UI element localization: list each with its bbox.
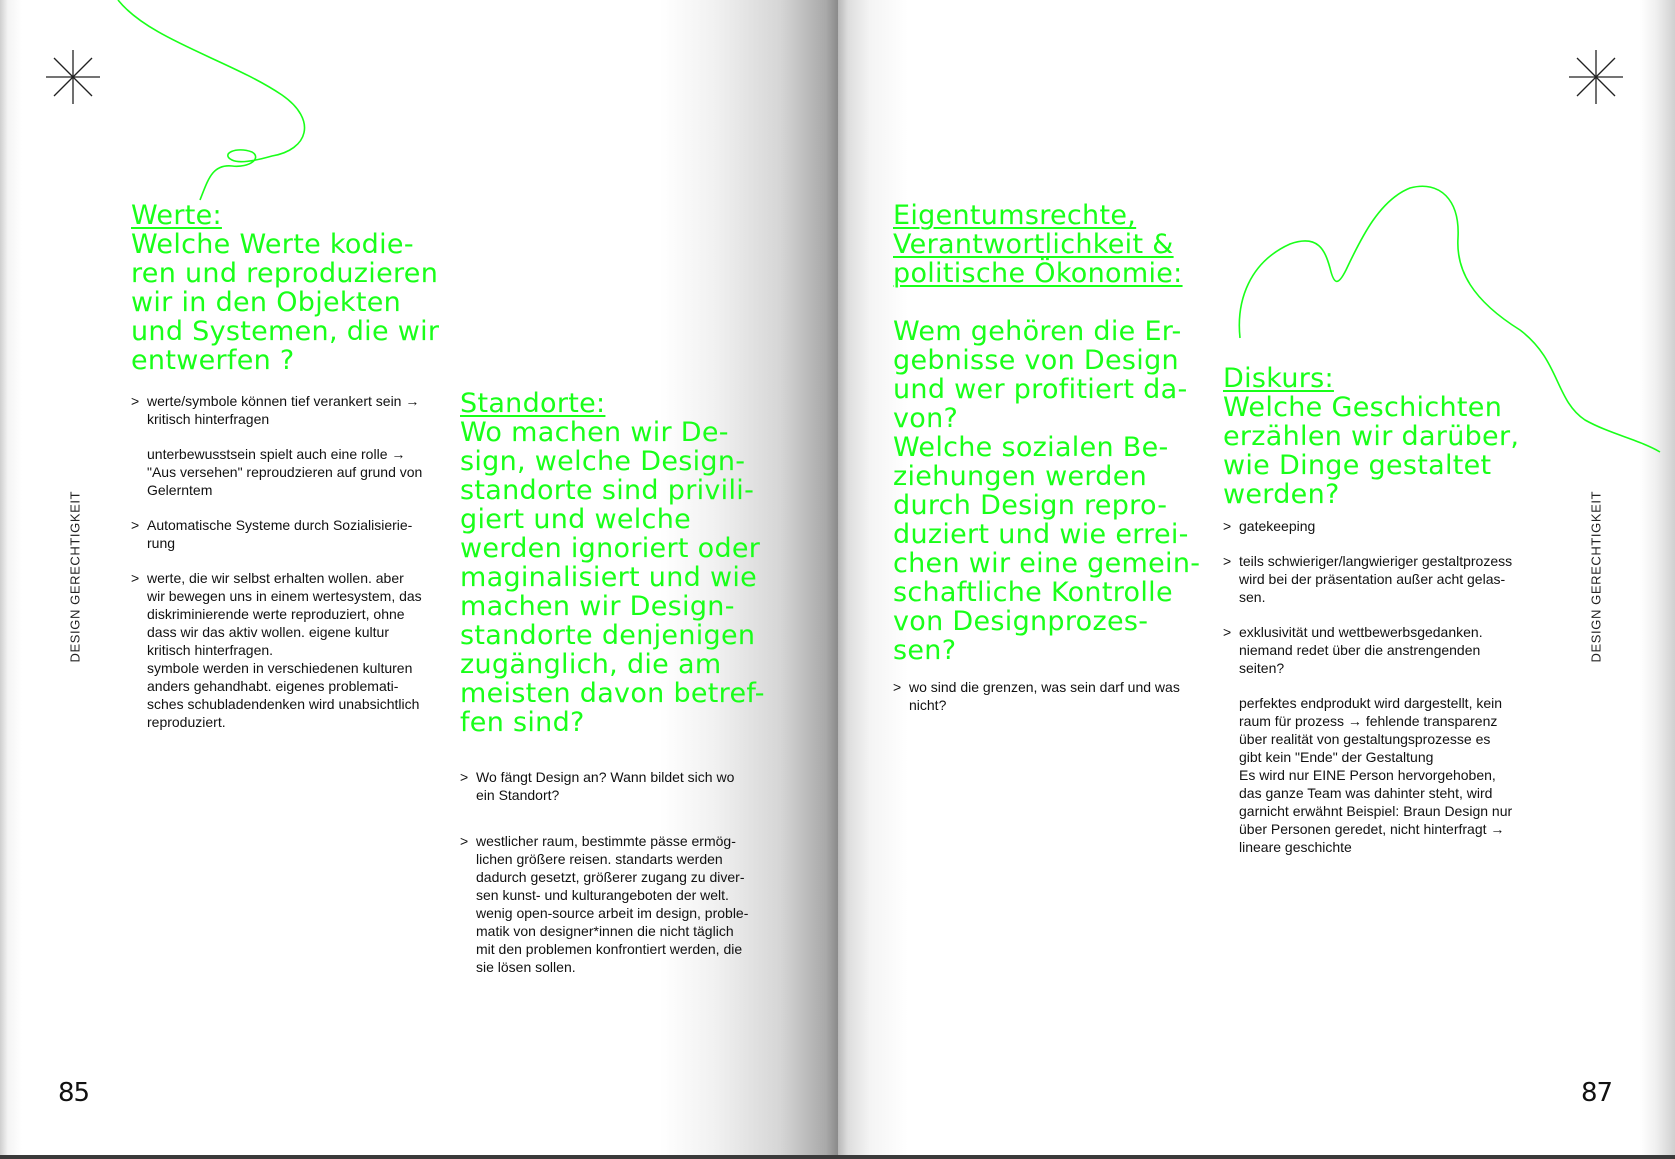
standorte-question: Wo machen wir De- sign, welche Design- standorte sind privili- giert und welche werden ignoriert oder maginalisiert und wie machen wir Design- standorte denjenigen zugänglich, die am meisten davon betref- fen sind?	[460, 417, 765, 738]
page-number-right: 87	[1581, 1078, 1613, 1108]
standorte-notes	[460, 768, 780, 993]
list-item: unterbewusstsein spielt auch eine rolle → "Aus versehen" reproudzieren auf grund von Gelerntem	[147, 446, 423, 498]
bullet-marker: >	[131, 570, 140, 586]
list-item	[131, 392, 451, 428]
right-page	[838, 0, 1675, 1155]
werte-keyword: Werte:	[131, 200, 222, 231]
list-item	[460, 768, 780, 804]
note-text: Wo fängt Design an? Wann bildet sich wo ein Standort?	[476, 769, 735, 803]
left-page	[0, 0, 838, 1155]
side-label-right: DESIGN GERECHTIGKEIT	[1588, 490, 1604, 663]
list-item	[1223, 552, 1553, 606]
note-text: gatekeeping	[1239, 518, 1316, 534]
diskurs-notes	[1223, 517, 1553, 873]
eigentum-heading	[893, 172, 1200, 694]
list-item	[460, 832, 780, 976]
bullet-marker: >	[460, 769, 469, 785]
diskurs-question: Welche Geschichten erzählen wir darüber, wie Dinge gestaltet werden?	[1223, 392, 1520, 510]
list-item	[893, 678, 1213, 714]
bullet-marker: >	[893, 679, 902, 695]
side-label-left: DESIGN GERECHTIGKEIT	[67, 490, 83, 663]
eigentum-notes	[893, 678, 1213, 731]
book-edge	[0, 1155, 1675, 1159]
list-item	[131, 516, 451, 552]
list-item	[131, 569, 451, 731]
werte-question: Welche Werte kodie- ren und reproduzieren wir in den Objekten und Systemen, die wir entwerfen ?	[131, 229, 440, 376]
eigentum-question: Wem gehören die Er- gebnisse von Design und wer profitiert da- von? Welche sozialen Be- ziehungen werden durch Design repro- duziert und wie errei- chen wir eine gemein- schaftliche Kontrolle von Designprozes- sen?	[893, 316, 1201, 666]
list-item	[1223, 517, 1553, 535]
bullet-marker: >	[1223, 518, 1232, 534]
note-text: Automatische Systeme durch Sozialisierie- rung	[147, 517, 413, 551]
note-text: werte, die wir selbst erhalten wollen. aber wir bewegen uns in einem wertesystem, das diskriminierende werte reproduziert, ohne dass wir das aktiv wollen. eigene kultur kritisch hinterfragen. symbole werden in verschiedenen kulturen anders gehandhabt. eigenes problemati- sches schubladendenken wird unabsichtlich reproduziert.	[147, 570, 422, 730]
werte-heading	[131, 172, 439, 404]
note-text: werte/symbole können tief verankert sein → kritisch hinterfragen	[147, 393, 420, 427]
list-item	[1223, 623, 1553, 677]
eigentum-keyword: Eigentumsrechte, Verantwortlichkeit & politische Ökonomie:	[893, 200, 1183, 289]
note-text: westlicher raum, bestimmte pässe ermög- lichen größere reisen. standarts werden dadurch gesetzt, größerer zugang zu diver- sen kunst- und kulturangeboten der welt. wenig open-source arbeit im design, proble- matik von designer*innen die nicht täglich mit den problemen konfrontiert werden, die sie lösen sollen.	[476, 833, 749, 975]
note-text: wo sind die grenzen, was sein darf und was nicht?	[909, 679, 1180, 713]
diskurs-keyword: Diskurs:	[1223, 363, 1334, 394]
list-item: perfektes endprodukt wird dargestellt, kein raum für prozess → fehlende transparenz über realität von gestaltungsprozesse es gibt kein "Ende" der Gestaltung Es wird nur EINE Person hervorgehoben, das ganze Team was dahinter steht, wird garnicht erwähnt Beispiel: Braun Design nur über Personen geredet, nicht hinterfragt → lineare geschichte	[1239, 695, 1513, 855]
note-text: teils schwieriger/langwieriger gestaltprozess wird bei der präsentation außer acht gelas- sen.	[1239, 553, 1513, 605]
bullet-marker: >	[1223, 624, 1232, 640]
page-number-left: 85	[58, 1078, 90, 1108]
bullet-marker: >	[131, 393, 140, 409]
bullet-marker: >	[460, 833, 469, 849]
werte-notes	[131, 392, 451, 748]
bullet-marker: >	[1223, 553, 1232, 569]
standorte-heading	[460, 360, 765, 766]
standorte-keyword: Standorte:	[460, 388, 606, 419]
bullet-marker: >	[131, 517, 140, 533]
note-text: exklusivität und wettbewerbsgedanken. niemand redet über die anstrengenden seiten?	[1239, 624, 1483, 676]
diskurs-heading	[1223, 335, 1519, 538]
